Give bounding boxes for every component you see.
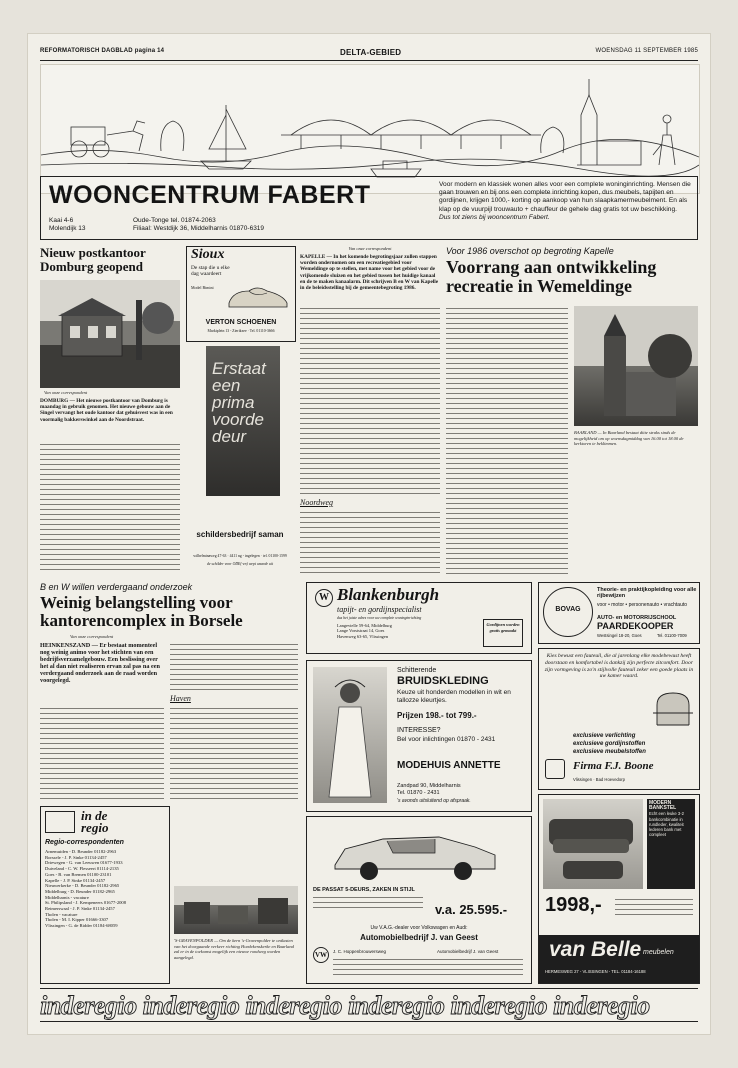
newspaper-page <box>28 34 710 1034</box>
regio-title: Regio-correspondenten <box>45 839 124 846</box>
sioux-advertisement <box>186 246 296 342</box>
postkantoor-body-text <box>40 442 180 570</box>
regio-logo-mark <box>45 811 75 833</box>
postkantoor-credit: Van onze correspondent <box>44 390 88 395</box>
borsele-headline: Weinig belangstelling voor kantorencomplex in Borsele <box>40 593 243 630</box>
paardekooper-top: Theorie- en praktijkopleiding voor alle rijbewijzen <box>597 587 697 599</box>
fabert-address-left <box>49 217 86 233</box>
borsele-body-right-2 <box>170 706 298 802</box>
regio-item: Middelharnis - vacature <box>45 894 89 900</box>
boone-pitch: Kies bewust een fauteuil, die al jarenlang elke modebewust heeft doorstaan en komfortabel is dankzij zijn perfecte zitcomfort. Door zijn vormgeving is zo'n stijlvolle fauteuil zeker een goede plaats in uw kamer waard. <box>544 653 694 680</box>
paardekooper-address: Westsingel 18-20, Goes <box>597 633 642 638</box>
postkantoor-headline: Nieuw postkantoor Domburg geopend <box>40 245 146 274</box>
borsele-body-right <box>170 642 298 692</box>
paper-name: REFORMATORISCH DAGBLAD pagina 14 <box>40 48 165 54</box>
paardekooper-advertisement <box>538 582 700 644</box>
header-rule <box>40 60 698 61</box>
post-office-building-illustration <box>40 280 180 388</box>
delta-sketch-banner <box>40 64 700 194</box>
saman-name: schildersbedrijf saman <box>196 530 284 539</box>
postkantoor-article <box>40 246 180 576</box>
gravenpolder-block <box>174 886 298 982</box>
fabert-address-right <box>133 217 264 233</box>
borsele-lead: HEINKENSZAND — Er bestaat momenteel nog weinig animo voor het stichten van een bedrijfsverzamelgebouw. Een beslissing over het al dan niet realiseren ervan zal pas na een verdergaand onderzoek aan de raad worden voorgelegd. <box>40 642 160 684</box>
section-title: DELTA-GEBIED <box>340 48 402 57</box>
bovag-seal-icon <box>543 587 593 637</box>
inderegio-footer <box>40 988 698 1022</box>
center-credit: Van onze correspondent <box>348 246 392 251</box>
fabert-addr-1: Kaai 4-6 <box>49 217 74 224</box>
fabert-title: WOONCENTRUM FABERT <box>49 181 371 209</box>
regio-item: Borssele - J. P. Sinke 01134-2457 <box>45 854 107 860</box>
paardekooper-school: AUTO- en MOTORRIJSCHOOL <box>597 615 677 621</box>
center-subhead: Noordweg <box>300 498 334 507</box>
modehuis-text-2: Bel voor inlichtingen 01870 - 2431 <box>397 736 496 743</box>
regio-item: Duiveland - C. W. Flesseert 01114-2135 <box>45 866 119 872</box>
baarland-caption: BAARLAND — In Baarland bestaat ditte straks sinds de mogelijkheid om op woensdagmiddag van 16.00 tot 18.00 de kerktoren te beklimmen. <box>574 430 684 446</box>
sofa-icon <box>543 799 643 889</box>
paardekooper-list: voor • motor • personenauto • vrachtauto <box>597 602 688 608</box>
blankenburgh-sub: tapijt- en gordijnspecialist <box>337 605 422 614</box>
modehuis-tel: Tel. 01870 - 2431 <box>397 790 440 796</box>
issue-date: WOENSDAG 11 SEPTEMBER 1985 <box>595 48 698 54</box>
borsele-credit: Van onze correspondent <box>70 634 114 639</box>
fabert-copy-block <box>439 181 691 222</box>
borsele-body-left <box>40 706 164 802</box>
van-belle-price: 1998,- <box>545 894 602 916</box>
saman-tel: wilhelminaweg 47-63 · 4411 ng - ingelegen · tel. 01100-1599 <box>193 554 287 558</box>
blankenburgh-addr: Langevielle 59-64, Middelburg <box>337 623 392 628</box>
sioux-tagline: De stap die u elke dag waardeert <box>191 265 230 277</box>
modehuis-title: BRUIDSKLEDING <box>397 675 489 687</box>
blankenburgh-addr: Lange Vorststraat 14, Goes <box>337 628 385 634</box>
gravenpolder-photo <box>174 886 298 934</box>
car-illustration <box>331 825 501 883</box>
van-belle-model: MODERN BANKSTEL <box>649 800 677 812</box>
regio-item: Tholen - vacature <box>45 911 78 917</box>
van-belle-copy <box>615 897 693 917</box>
boone-feature-3: exclusieve meubelstoffen <box>573 749 646 755</box>
modehuis-note: 's avonds uitsluitend op afspraak. <box>397 798 471 804</box>
modehuis-annette-advertisement <box>306 660 532 812</box>
saman-poster-text: Erstaat een prima voorde deur <box>212 359 266 446</box>
bovag-seal-text: BOVAG <box>555 606 581 613</box>
vw-copy-text <box>313 895 423 909</box>
modehuis-address: Zandpad 90, Middelharnis <box>397 783 461 789</box>
bride-photo <box>313 667 387 803</box>
vw-left-address: J. C. Hoppenbrouwersweg <box>333 949 387 954</box>
vw-passat-advertisement <box>306 816 532 984</box>
boone-feature-2: exclusieve gordijnstoffen <box>573 741 646 747</box>
van-belle-meubelen: meubelen <box>643 949 674 956</box>
van-belle-name: van Belle <box>549 938 642 961</box>
regio-logo-top: in de <box>81 808 108 823</box>
vw-slogan: DE PASSAT 5-DEURS, ZAKEN IN STIJL <box>313 887 415 893</box>
center-lead: KAPELLE — In het komende begrotingsjaar zullen stappen worden ondernomen om een recreatiegebied voor Wemeldinge op te stellen, met name voor het gebied voor de vrijkomende sluizen en het gebied tussen het huidige kanaal en de te maken kanaalarm. Dit schrijven B en W van Kapelle in de beleidsstelling bij de gemeentebegroting 1986. <box>300 254 439 292</box>
kapelle-kicker: Voor 1986 overschot op begroting Kapelle <box>446 246 614 256</box>
regio-item: Vlissingen - G. de Ridder 01184-68059 <box>45 923 118 929</box>
van-belle-address: HERMESWEG 27 - VLISSINGEN - TEL. 01184-16188 <box>545 969 646 974</box>
center-body-text-2 <box>300 510 440 576</box>
vw-right-address: Automobielbedrijf J. van Geest <box>437 949 499 954</box>
modehuis-text-1: Keuze uit honderden modellen in wit en tallozze kleurtjes. <box>397 689 511 704</box>
vw-address-lines <box>333 957 523 975</box>
sioux-brand: Sioux <box>191 247 225 262</box>
blankenburgh-tag: dus het juiste adres voor uw complete woninginrichting <box>337 616 422 620</box>
regio-item: Middelburg - D. Beunder 01182-2965 <box>45 888 115 894</box>
vw-company: Automobielbedrijf J. van Geest <box>360 933 478 942</box>
regio-correspondents-box <box>40 806 170 984</box>
blankenburgh-addr: Havenweg 63-65, Vlissingen <box>337 633 389 639</box>
sofa-photo <box>543 799 643 889</box>
blankenburgh-badge: Gordijnen worden gratis gemaakt <box>483 619 523 647</box>
regio-list <box>45 849 167 929</box>
regio-item: St. Philipsland - J. Kempeneers 01677-2008 <box>45 900 127 906</box>
kapelle-body-text <box>446 306 568 576</box>
boone-crest-icon <box>545 759 565 779</box>
kapelle-article-column <box>300 246 440 576</box>
blankenburgh-name: Blankenburgh <box>337 585 440 604</box>
regio-item: Reimerswaal - J. P. Sinke 01134-2457 <box>45 906 115 912</box>
page-header <box>40 48 698 60</box>
shoe-icon <box>227 281 291 311</box>
church-tower-illustration <box>574 306 698 426</box>
verton-address: Marktplein 13 - Zierikzee · Tel. 01110-3666 <box>207 329 275 333</box>
fabert-copy: Voor modern en klassiek wonen alles voor een complete woninginrichting. Mensen die gaan trouwen en bij ons een complete inrichting kopen, dus meubels, tapijten en gordijnen, krijgen 1000,- korting op aankoop van hun slaapkamermeubelment. En als klap op de vuurpijl trouwauto + chauffeur de gehele dag gratis tot uw beschikking. <box>439 181 691 213</box>
blankenburgh-logo-icon: W <box>315 589 333 607</box>
regio-item: Driewegen - G. van Leeuwen 01677-1933 <box>45 860 123 866</box>
baarland-photo <box>574 306 698 426</box>
armchair-icon <box>651 687 695 727</box>
boone-feature-1: exclusieve verlichting <box>573 733 636 739</box>
modehuis-price: Prijzen 198.- tot 799.- <box>397 711 477 720</box>
paardekooper-name: PAARDEKOOPER <box>597 621 674 631</box>
village-street-illustration <box>174 886 298 934</box>
regio-item: Nieuwerkerke - D. Beunder 01182-2965 <box>45 883 120 889</box>
boone-advertisement <box>538 648 700 790</box>
vw-logo-icon: VW <box>313 947 329 963</box>
saman-advertisement <box>186 344 294 576</box>
fabert-advertisement <box>40 176 698 240</box>
kapelle-headline: Voorrang aan ontwikkeling recreatie in Wemeldinge <box>446 257 657 296</box>
fabert-addr-2: Molendijk 13 <box>49 225 86 232</box>
postkantoor-photo <box>40 280 180 388</box>
gravenpolder-caption: 'S-GRAVENPOLDER — Om de kern 's-Gravenpolder te ontlasten van het doorgaande verkeer richting Hoedekenskerke en Baarland zal er in de toekomst mogelijk een nieuwe rondweg worden aangelegd. <box>174 938 294 960</box>
blankenburgh-advertisement <box>306 582 532 654</box>
vw-dealer-line: Uw V.A.G.-dealer voor Volkswagen en Audi: <box>370 925 468 931</box>
regio-item: Tholen - M. I. Kipper 01666-3307 <box>45 917 109 923</box>
fabert-addr-4: Filiaal: Westdijk 36, Middelharnis 01870-6319 <box>133 225 265 232</box>
borsele-article <box>40 582 298 802</box>
regio-item: Goes - B. van Bremen 01100-23101 <box>45 871 112 877</box>
boone-name: Firma F.J. Boone <box>573 760 654 772</box>
van-belle-info-panel <box>647 799 695 889</box>
modehuis-head: Schitterende <box>397 667 437 674</box>
blankenburgh-addresses <box>337 623 392 639</box>
boone-address: Vlissingen · Bad Hoevedorp <box>573 777 625 782</box>
inderegio-footer-text: inderegio inderegio inderegio inderegio inderegio inderegio <box>40 991 650 1020</box>
modehuis-question: INTERESSE? <box>397 727 441 734</box>
van-belle-logo-bar <box>539 935 699 983</box>
van-belle-advertisement <box>538 794 700 984</box>
saman-line: de schilder voor ODE(-en) wept waarde uit <box>206 562 274 566</box>
van-belle-description: Echt een leuke 3-2 bankcombinatie in rundleder, kwaliteit lederen bank met compleet <box>649 811 684 838</box>
center-body-text <box>300 306 440 496</box>
verton-name: VERTON SCHOENEN <box>205 319 277 326</box>
modehuis-name: MODEHUIS ANNETTE <box>397 760 501 771</box>
regio-item: Arnemuiden - D. Beunder 01182-2963 <box>45 849 117 854</box>
vw-price: v.a. 25.595.- <box>435 902 508 917</box>
borsele-subhead: Haven <box>170 694 191 703</box>
fabert-addr-3: Oude-Tonge tel. 01874-2063 <box>133 217 216 224</box>
bride-illustration <box>313 667 387 803</box>
borsele-kicker: B en W willen verdergaand onderzoek <box>40 582 193 592</box>
sioux-model: Model Bimini <box>191 285 214 290</box>
regio-item: Kapelle - J. P. Sinke 01134-2457 <box>45 877 106 883</box>
kapelle-article <box>446 246 698 576</box>
saman-poster <box>206 346 280 496</box>
landscape-sketch-illustration <box>41 65 699 193</box>
paardekooper-tel: Tel. 01100-7009 <box>657 633 687 638</box>
fabert-closing: Dus tot ziens bij wooncentrum Fabert. <box>439 213 550 221</box>
regio-logo-bottom: regio <box>81 820 109 835</box>
postkantoor-lead: DOMBURG — Het nieuwe postkantoor van Domburg is maandag in gebruik genomen. Het nieuwe gebouw aan de Singel vervangt het oude kantoor dat gehuisvest was in een voormalig bakkerswinkel aan de Noordstraat. <box>40 398 173 423</box>
